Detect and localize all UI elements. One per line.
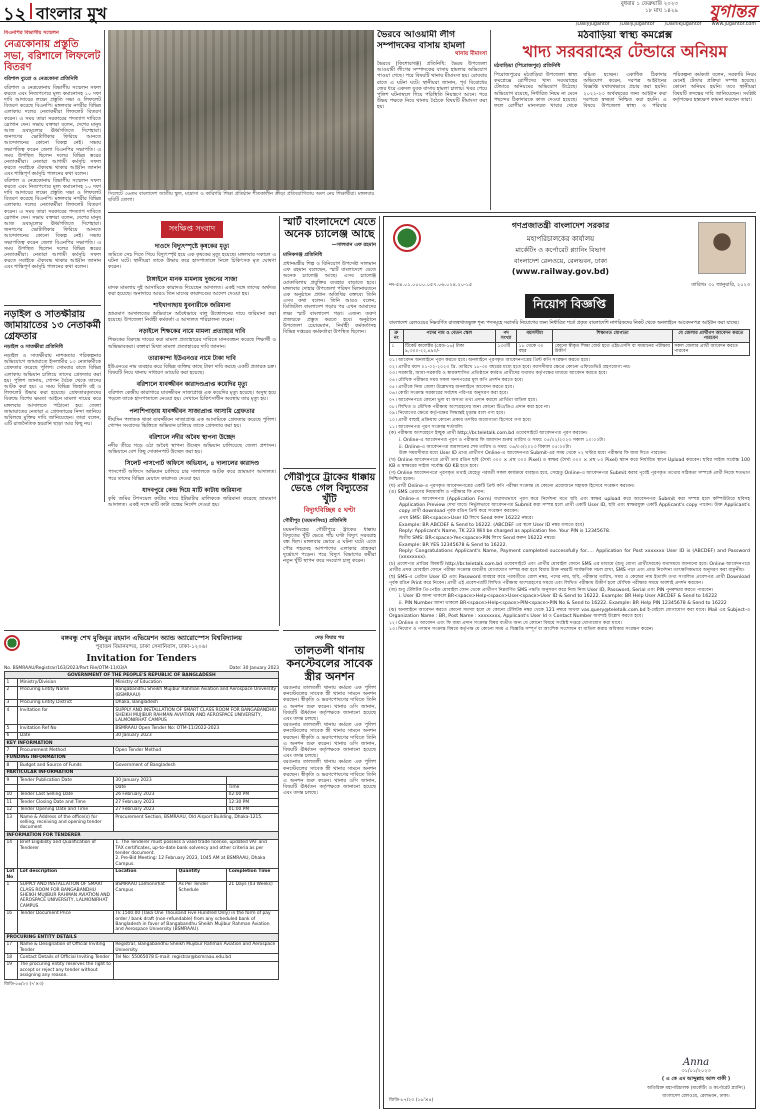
notice-term: (ছ) SMS-এ প্রেরিত User ID এবং Password ব্যবহার করে পরবর্তীতে রোল নম্বর, পদের নাম, ছবি, পরীক্ষার তারিখ, সময় ও কেন্দ্রের নাম ইত্যাদি তথ্য সংবলিত প্রবেশপত্র প্রার্থী Download পূর্বক রঙিন Print করে নিবেন। প্রার্থী এই প্রবেশপত্রটি লিখিত পরীক্ষায় অংশগ্রহণের সময়ে এবং লিখিত পরীক্ষায় উত্তীর্ণ হলে মৌখিক পরীক্ষার সময়ে অবশ্যই প্রদর্শন করবেন। (389, 574, 750, 587)
sports-photo (108, 30, 374, 190)
table-row (5, 799, 279, 806)
table-cell: ১৮ থেকে ৩০ বছর (517, 343, 553, 356)
brand-logo: যুগান্তর (709, 2, 756, 22)
brief-item-headline: যাদবপুরে কেন্দ্র দিয়ে মাটি কাটায় জরিমানা (142, 486, 242, 494)
table-cell: Registrar, Bangabandhu Sheikh Mujibur Rahman Aviation and Aerospace University (113, 941, 278, 954)
smart-headline: স্মার্ট বাংলাদেশে যেতে অনেক চ্যালেঞ্জ আছে (283, 216, 376, 240)
table-section-cell: INFORMATION FOR TENDERER (5, 832, 279, 839)
brief-news (108, 216, 276, 626)
notice-title: নিয়োগ বিজ্ঞপ্তি (525, 294, 614, 318)
table-row (5, 881, 279, 910)
table-cell: 27 February 2023 (113, 806, 226, 813)
section-title: বাংলার মুখ (36, 4, 107, 23)
table-cell: The procuring entity reserves the right to accept or reject any tender without assigning any reason. (18, 961, 114, 979)
table-row (5, 941, 279, 954)
photo-caption: সিলেটে ৩৬তম বাংলাদেশ জাতীয় স্কুল, মাদ্রাসা ও কারিগরি শিক্ষা প্রতিষ্ঠান শীতকালীন ক্রীড়া প্রতিযোগিতায় অংশ নেয় শিক্ষার্থীরা। মঙ্গলবার ছবিটি তোলা। (108, 192, 374, 203)
brief-item-headline: বরিশালে যাবজ্জীবন কারাদণ্ডপ্রাপ্ত কয়েদির মৃত্যু (136, 381, 248, 389)
notice-intro: বাংলাদেশ রেলওয়ের নিম্নবর্ণিত রাজস্বখাতভুক্ত শূন্য পদসমূহে সরাসরি নিয়োগের জন্য নির্ধারিত শর্তে প্রকৃত বাংলাদেশি নাগরিকদের নিকট থেকে অনলাইনে আবেদনপত্র আহ্বান করা যাচ্ছে। (389, 321, 739, 326)
brief-item-headline: দাওদে বিদ্যুৎস্পৃষ্টে কৃষকের মৃত্যু (154, 243, 230, 250)
brief-item-text: দীর্ঘদিন পলাতক থাকা যাবজ্জীবন সাজাপ্রাপ্ত এক আসামিকে গ্রেফতার করেছে পুলিশ। গোপন সংবাদের ভিত্তিতে অভিযান চালিয়ে তাকে গ্রেফতার করা হয়। (108, 416, 276, 429)
table-row (5, 686, 279, 699)
notice-term: ০৫। প্রার্থীকে নিজ জেলা উল্লেখসহ অনলাইনে আবেদন করতে হবে। (389, 384, 514, 390)
table-cell: Tel No: 55065078 E-mail: registrar@bsmraau.edu.bd (113, 954, 278, 961)
a1-kicker: বিএনপির বিভাগীয় সম্মেলন (4, 30, 59, 36)
table-cell: Invitation for (18, 707, 114, 725)
social-links (420, 22, 756, 27)
table-section-cell: KEY INFORMATION (5, 740, 279, 747)
table-header-cell: যে জেলার প্রার্থীগণ আবেদন করতে পারবেন (672, 330, 749, 343)
railway-notice (383, 216, 756, 1109)
table-cell: As Per Tender Schedule (177, 881, 227, 910)
table-cell: 14 (5, 839, 18, 868)
table-row (5, 806, 279, 813)
mathbaria-body: পিরোজপুরের মঠবাড়িয়া উপজেলা স্বাস্থ্য কমপ্লেক্সে রোগীদের খাদ্য সরবরাহের টেন্ডারে অনিয়মের অভিযোগ উঠেছে। অভিযোগ রয়েছে, নির্ধারিত নিয়ম না মেনে পছন্দের ঠিকাদারকে কাজ দেওয়া হয়েছে। ফলে রোগীরা মানসম্মত খাবার থেকে বঞ্চিত হচ্ছেন। একাধিক ঠিকাদার অভিযোগ করেন, দরপত্র আহ্বানের বিজ্ঞপ্তি যথাযথভাবে প্রচার করা হয়নি। ২০২২-২৩ অর্থবছরের জন্য আহ্বান করা দরপত্রে স্বচ্ছতা নিশ্চিত করা হয়নি। এ বিষয়ে উপজেলা স্বাস্থ্য ও পরিবার পরিকল্পনা কর্মকর্তা বলেন, সরকারি নিয়ম মেনেই টেন্ডার প্রক্রিয়া সম্পন্ন হয়েছে। কোনো অনিয়ম হয়নি। তবে স্থানীয়রা বিষয়টি তদন্তের দাবি জানিয়েছেন। সংশ্লিষ্ট কর্তৃপক্ষের হস্তক্ষেপ কামনা করছেন তারা। (494, 72, 756, 110)
table-header-cell: পদের নাম ও বেতন স্কেল (403, 330, 495, 343)
table-cell: Procuring Entity Name (18, 686, 114, 699)
notice-term: Online-এ আবেদনপত্র (Application Form) যথাযথভাবে পূরণ করে নির্দেশনা মতে ছবি এবং স্বাক্ষর upload করে আবেদনপত্র Submit করা সম্পন্ন হলে কম্পিউটারে ছবিসহ Application Preview দেখা যাবে। নির্ভুলভাবে আবেদনপত্র Submit করা সম্পন্ন হলে প্রার্থী একটি User ID, ছবি এবং স্বাক্ষরযুক্ত একটি Applicant's copy পাবেন। উক্ত Applicant's copy প্রার্থী download পূর্বক রঙিন প্রিন্ট করে সংরক্ষণ করবেন। (399, 497, 750, 515)
table-row (5, 791, 279, 798)
table-row (5, 679, 279, 686)
table-cell: Invitation Ref No (18, 725, 114, 732)
table-cell: 10 (5, 791, 18, 798)
table-cell: 1 (5, 679, 18, 686)
left-article-2 (4, 309, 101, 501)
a1-byline: বরিশাল ব্যুরো ও নেত্রকোনা প্রতিনিধি (4, 75, 78, 82)
table-cell (5, 784, 18, 791)
notice-term: (ঝ) অনলাইনে আবেদন করতে কোনো সমস্যা হলে যে কোনো টেলিটক নম্বর থেকে 121 নম্বরে অথবা vas.query@teletalk.com.bd ই-মেইলে যোগাযোগ করা যাবে। Mail এর Subject-এ Organization Name : BR, Post Name : xxxxxxxx, Applicant's User Id ও Contact Number অবশ্যই উল্লেখ করতে হবে। (389, 607, 750, 619)
table-cell: Bangabandhu Sheikh Mujibur Rahman Aviation and Aerospace University (BSMRAAU) (113, 686, 278, 699)
table-cell: 5 (5, 725, 18, 732)
social-fb-link[interactable]: /DailyJugantor (575, 22, 610, 27)
gouripur-body: ময়মনসিংহের গৌরীপুরে ট্রাকের ধাক্কায় বিদ্যুতের খুঁটি ভেঙে পাঁচ ঘণ্টা বিদ্যুৎ সরবরাহ বন্ধ ছিল। মঙ্গলবার ভোরে এ ঘটনা ঘটে। এতে পৌর শহরসহ আশপাশের এলাকার গ্রাহকরা দুর্ভোগে পড়েন। পরে বিদ্যুৎ বিভাগের কর্মীরা নতুন খুঁটি স্থাপন করে সংযোগ চালু করেন। (283, 527, 376, 565)
a2-body: নড়াইল ও সাতক্ষীরায় নাশকতার পরিকল্পনার অভিযোগে জামায়াতে ইসলামীর ১৩ নেতাকর্মীকে গ্রেফতার করেছে পুলিশ। সোমবার রাতে বিভিন্ন এলাকায় অভিযান চালিয়ে তাদের গ্রেফতার করা হয়। পুলিশ জানায়, গোপন বৈঠক থেকে তাদের আটক করা হয়। এ সময় বিভিন্ন জিহাদি বই ও লিফলেট উদ্ধার করা হয়েছে। গ্রেফতারকৃতদের বিরুদ্ধে বিশেষ ক্ষমতা আইনে মামলা দায়ের করে মঙ্গলবার আদালতে পাঠানো হয়। জেলা জামায়াতের নেতারা এ গ্রেফতারের নিন্দা জানিয়ে অবিলম্বে মুক্তির দাবি জানিয়েছেন। তারা বলেন, এটি রাজনৈতিক হয়রানি ছাড়া আর কিছু নয়। (4, 353, 101, 428)
notice-web[interactable]: (www.railway.gov.bd) (511, 267, 610, 276)
table-row (5, 868, 279, 881)
notice-term: ০২। প্রার্থীর বয়স ০১-০২-২০২৩ খ্রি. তারিখে ১৮-৩০ বছরের মধ্যে হতে হবে। বয়সসীমার ক্ষেত্রে কোনো এফিডেভিট গ্রহণযোগ্য নয়। (389, 364, 631, 370)
signature-block (647, 1057, 745, 1100)
table-cell: SUPPLY AND INSTALLATION OF SMART CLASS ROOM FOR BANGABANDHU SHEIKH MUJIBUR RAHMAN AVIATION AND AEROSPACE UNIVERSITY, LALMONIRHAT CAMPUS (113, 707, 278, 725)
smart-byline: —সালমান এফ রহমান (331, 242, 376, 248)
signer-org: বাংলাদেশ রেলওয়ে, রেলভবন, ঢাকা। (662, 1094, 730, 1099)
table-cell: 7 (5, 747, 18, 754)
left-divider (4, 305, 101, 306)
table-cell (18, 784, 114, 791)
notice-term: ii. PIN Number জানা থাকলে BR<space>Help<space>PIN<space>PIN No & Send to 16222. Example: BR Help PIN 12345678 & Send to 16222 (399, 601, 727, 607)
bd-gov-emblem-icon (393, 224, 421, 252)
table-row (5, 814, 279, 832)
website-link[interactable]: www.jugantor.com (711, 22, 756, 27)
notice-term: (খ) Online আবেদনপত্রে প্রার্থী তার রঙিন ছবি (দৈর্ঘ্য ৩০০ × প্রস্থ ৩০০ Pixel) ও স্বাক্ষর (দৈর্ঘ্য ৩০০ × প্রস্থ ৮০ Pixel) স্ক্যান করে নির্ধারিত স্থানে Upload করবেন। ছবির সাইজ সর্বোচ্চ 100 KB ও স্বাক্ষরের সাইজ সর্বোচ্চ 60 KB হতে হবে। (389, 458, 750, 470)
masthead-date (621, 1, 678, 15)
table-cell: Tk 1500.00 (Taka One Thousand Five Hundred Only) in the form of pay order / bank draft (non-refundable) from any scheduled bank of Bangladesh in favor of Bangabandhu Sheikh Mujibur Rahman Aviation and Aerospace University (BSMRAAU). (113, 910, 278, 934)
table-cell: Location (113, 868, 176, 881)
table-cell: 8 (5, 762, 18, 769)
notice-post-table (389, 329, 750, 356)
social-yt-link[interactable]: /DainikJugantor (664, 22, 702, 27)
notice-ref: নং-৫৪.০১.০০০০.০৫৭.০৬.০২৪.২০-১৫ (389, 282, 473, 288)
smart-place: মানিকগঞ্জ প্রতিনিধি (283, 252, 322, 258)
taltali-headline: তালতলী থানায় কনস্টেবলের সাবেক স্ত্রীর অনশন (286, 644, 373, 683)
table-cell: 30 January 2023 (113, 732, 278, 739)
sign-date: ৩১/০১/২০২৩ (681, 1068, 711, 1074)
univ-campus: পুরাতন বিমানবন্দর, ঢাকা সেনানিবাস, ঢাকা-১২০৬। (95, 644, 208, 650)
table-cell: Lot No (5, 868, 18, 881)
table-cell: 13 (5, 814, 18, 832)
table-cell (227, 777, 279, 784)
table-cell: Budget and Source of Funds (18, 762, 114, 769)
page-number: ১২ (3, 4, 27, 25)
a1-body: বরিশাল ও নেত্রকোনায় বিভাগীয় সম্মেলন সফল করতে এবং নিত্যপণ্যের মূল্য কমানোসহ ১০ দফা দাবি আদায়ের লক্ষ্যে প্রস্তুতি সভা ও লিফলেট বিতরণ করেছে বিএনপি। মঙ্গলবার নগরীর বিভিন্ন এলাকায় দলের নেতাকর্মীরা লিফলেট বিতরণ করেন। এ সময় তারা সরকারের পদত্যাগ দাবিতে স্লোগান দেন। সভায় বক্তারা বলেন, দেশের মানুষ আজ দ্রব্যমূল্যের ঊর্ধ্বগতিতে দিশেহারা। জনগণের ভোটাধিকার ফিরিয়ে আনতে আন্দোলনের কোনো বিকল্প নেই। সভায় সভাপতিত্ব করেন জেলা বিএনপির সভাপতি। এ সময় উপস্থিত ছিলেন দলের বিভিন্ন স্তরের নেতাকর্মীরা। নেতারা আগামী কর্মসূচি সফল করতে সবাইকে ঐক্যবদ্ধ থাকার আহ্বান জানান এবং শান্তিপূর্ণ কর্মসূচি পালনের কথা বলেন। (4, 84, 101, 178)
notice-term: Reply: Congratulations Applicant's Name, Payment completed successfully for..... Application for Post xxxxxxx User ID is (ABCDEF) and Password (xxxxxxxx). (399, 549, 750, 561)
table-header-cell: পদ সংখ্যা (495, 330, 516, 343)
table-cell: Date (113, 784, 226, 791)
notice-term: প্রথম SMS: BR<space>User ID লিখে Send করুন 16222 নম্বরে। (399, 515, 534, 521)
a2-byline: নড়াইল ও সাতক্ষীরা প্রতিনিধি (4, 344, 63, 350)
brief-item-text: কৃষি জমির টপসয়েল কাটার দায়ে ইটভাটার মালিককে জরিমানা করেছে ভ্রাম্যমাণ আদালত। একই সঙ্গে মাটি কাটা বন্ধের নির্দেশ দেওয়া হয়। (108, 495, 276, 509)
notice-term: ১২। Online এ আবেদন এবং ফি জমা প্রদান সংক্রান্ত বিষয় ব্যতীত অন্য যে কোনো বিষয়ে সংশ্লিষ্ট দপ্তরে যোগাযোগ করা যাবে। (389, 620, 623, 626)
table-section-row (5, 740, 279, 747)
table-cell: 12:30 PM (227, 799, 279, 806)
notice-term: ০৩। সরকারি, আধা-সরকারি ও স্বায়ত্তশাসিত প্রতিষ্ঠানে কর্মরত প্রার্থীদের যথাযথ কর্তৃপক্ষের মাধ্যমে আবেদন করতে হবে। (389, 371, 608, 377)
brief-title: সংক্ষিপ্ত সংবাদ (161, 221, 223, 238)
brief-item-headline: বরিশালে নদীর অবৈধ স্থাপনা উচ্ছেদ (148, 434, 236, 442)
eligibility-line: 2. Pre-Bid Meeting: 12 February 2023, 1045 AM at BSMRAAU, Dhaka Campus. (115, 856, 266, 867)
mathbaria-byline: মঠবাড়িয়া (পিরোজপুর) প্রতিনিধি (494, 63, 561, 69)
brief-item-text: জমিতে সেচ দিতে গিয়ে বিদ্যুৎস্পৃষ্ট হয়ে এক কৃষকের মৃত্যু হয়েছে। মঙ্গলবার সকালে এ ঘটনা ঘটে। স্থানীয়রা তাকে উদ্ধার করে হাসপাতালে নিলে চিকিৎসক মৃত ঘোষণা করেন। (108, 252, 276, 271)
univ-name: বঙ্গবন্ধু শেখ মুজিবুর রহমান এভিয়েশন অ্যান্ড অ্যারোস্পেস বিশ্ববিদ্যালয় (61, 634, 242, 642)
table-row (5, 910, 279, 934)
table-cell: Government of Bangladesh (113, 762, 278, 769)
table-cell: 26 February 2023 (113, 791, 226, 798)
tender-title: Invitation for Tenders (86, 654, 197, 664)
table-cell: Name & Address of the office(s) for selling, receiving and opening tender document (18, 814, 114, 832)
taltali-article (283, 630, 376, 1108)
brief-item-text: মাদক মামলায় দুই আসামিকে কারাদণ্ড দিয়েছেন আদালত। একই সঙ্গে তাদের অর্থদণ্ড করা হয়েছে। অনাদায়ে আরও তিন মাসের কারাদণ্ডের আদেশ দেওয়া হয়। (108, 284, 276, 297)
notice-term: Reply: Applicant's Name, TK 223 Will be charged as application fee. Your PIN is 12345678. (399, 529, 611, 535)
table-row (5, 699, 279, 706)
table-cell: Procurement Section, BSMRAAU, Old Airport Building, Dhaka-1215. (113, 814, 278, 832)
rule-mid-top (490, 30, 491, 210)
bhairab-headline: ভৈরবে আওয়ামী লীগ সম্পাদকের বাসায় হামলা (377, 30, 465, 51)
notice-term: Example: BR YES 12345678 & Send to 16222. (399, 542, 508, 548)
notice-term: ১০। প্রার্থী বাছাই প্রক্রিয়ায় কোনো প্রকার তদবির অযোগ্যতা হিসেবে গণ্য হবে। (389, 418, 532, 424)
table-cell: Procurement Method (18, 747, 114, 754)
table-cell: 19 (5, 961, 18, 979)
table-section-cell: PARTICULAR INFORMATION (5, 769, 279, 776)
table-cell: Open Tender Method (113, 747, 278, 754)
bhairab-article (377, 30, 487, 208)
smart-body: প্রধানমন্ত্রীর শিল্প ও বিনিয়োগ উপদেষ্টা সালমান এফ রহমান বলেছেন, স্মার্ট বাংলাদেশে যেতে অনেক চ্যালেঞ্জ আছে। এসব চ্যালেঞ্জ মোকাবিলায় প্রযুক্তির ব্যবহার বাড়াতে হবে। মঙ্গলবার দোহার উপজেলা পরিষদ মিলনায়তনে এক অনুষ্ঠানে প্রধান অতিথির বক্তব্যে তিনি এসব কথা বলেন। তিনি আরও বলেন, ডিজিটাল বাংলাদেশ গড়ার পর এখন আমাদের লক্ষ্য স্মার্ট বাংলাদেশ গড়া। এজন্য তরুণ প্রজন্মকে প্রস্তুত করতে হবে। অনুষ্ঠানে উপজেলা চেয়ারম্যান, নির্বাহী কর্মকর্তাসহ বিভিন্ন দপ্তরের কর্মকর্তারা উপস্থিত ছিলেন। (283, 261, 376, 336)
table-cell: 2 (5, 686, 18, 699)
bhairab-sub: থানায় মীমাংসা (454, 51, 487, 57)
mathbaria-article (494, 30, 756, 210)
taltali-body: বরগুনার তালতলী থানায় কর্মরত এক পুলিশ কনস্টেবলের সাবেক স্ত্রী থানার সামনে অনশন করছেন। স্বীকৃতি ও ভরণপোষণের দাবিতে তিনি এ অনশন শুরু করেন। থানার ওসি জানান, বিষয়টি ঊর্ধ্বতন কর্তৃপক্ষকে জানানো হয়েছে এবং তদন্ত চলছে। (283, 685, 376, 723)
table-cell (113, 839, 278, 868)
table-cell: ১ (390, 343, 404, 356)
table-cell: Tender Opening Date and Time (18, 806, 114, 813)
table-row (5, 784, 279, 791)
notice-term: ০৬। কোটা সংক্রান্ত সরকারের সর্বশেষ পরিপত্র অনুসরণ করা হবে। (389, 391, 509, 397)
tender-ref: No. BSMRAAU/Registrar/163/2023/Part File/OTM-11/03/A (4, 666, 128, 671)
table-cell: Procuring Entity District (18, 699, 114, 706)
taltali-body-cont-2: বরগুনার তালতলী থানায় কর্মরত এক পুলিশ কনস্টেবলের সাবেক স্ত্রী থানার সামনে অনশন করছেন। স্বীকৃতি ও ভরণপোষণের দাবিতে তিনি এ অনশন শুরু করেন। থানার ওসি জানান, বিষয়টি ঊর্ধ্বতন কর্তৃপক্ষকে জানানো হয়েছে এবং তদন্ত চলছে। (283, 759, 376, 797)
table-cell: 6 (5, 732, 18, 739)
table-cell: Completion Time (227, 868, 279, 881)
tender-gov-row: GOVERNMENT OF THE PEOPLE'S REPUBLIC OF BANGLADESH (5, 672, 279, 679)
table-header-cell: বয়সসীমা (517, 330, 553, 343)
notice-term: ০৮। লিখিত ও মৌখিক পরীক্ষায় অংশগ্রহণের জন্য কোনো টিএ/ডিএ প্রদান করা হবে না। (389, 404, 551, 410)
notice-dept: মার্কেটিং ও কর্পোরেট প্ল্যানিং বিভাগ (515, 246, 606, 254)
table-row (5, 762, 279, 769)
notice-term: (ক) পরীক্ষায় অংশগ্রহণে ইচ্ছুক প্রার্থী http://br.teletalk.com.bd ওয়েবসাইটে আবেদনপত্র পূরণ করবেন। (389, 431, 588, 437)
table-cell: BSMRAAU Lalmonirhat Campus (113, 881, 176, 910)
signature-mark: Anna (682, 1057, 710, 1068)
taltali-body-cont: বরগুনার তালতলী থানায় কর্মরত এক পুলিশ কনস্টেবলের সাবেক স্ত্রী থানার সামনে অনশন করছেন। স্বীকৃতি ও ভরণপোষণের দাবিতে তিনি এ অনশন শুরু করেন। থানার ওসি জানান, বিষয়টি ঊর্ধ্বতন কর্তৃপক্ষকে জানানো হয়েছে এবং তদন্ত চলছে। (283, 722, 376, 760)
notice-footer: জিডি-৮৭/২৩ (১৬'×৪) (389, 1098, 434, 1103)
masthead-divider (30, 3, 32, 19)
table-cell: Dhaka, Bangladesh (113, 699, 278, 706)
table-cell: সকল জেলার প্রার্থী আবেদন করতে পারবেন (672, 343, 749, 356)
table-cell: 3 (5, 699, 18, 706)
table-row (5, 961, 279, 979)
date-line-2: ১৮ মাঘ ১৪২৯ (645, 8, 678, 14)
table-section-row (5, 769, 279, 776)
photo-block (108, 30, 374, 210)
table-cell: 4 (5, 707, 18, 725)
table-cell: BSMRAAU Open Tender No: OTM-11/2022-2023 (113, 725, 278, 732)
social-tw-link[interactable]: /Daily.Jugantor (619, 22, 655, 27)
brief-item-headline: সিলেট পাসপোর্ট অফিসে অভিযান, ৪ দালালের কারাদণ্ড (124, 460, 260, 468)
table-cell: Quantity (177, 868, 227, 881)
notice-term: i. User ID জানা থাকলে BR<space>Help<space>User<space>User ID & Send to 16222. Example: BR Help User ABCDEF & Send to 16222 (399, 594, 718, 600)
brief-item-text: বরিশাল কেন্দ্রীয় কারাগারে যাবজ্জীবন সাজাপ্রাপ্ত এক কয়েদির মৃত্যু হয়েছে। অসুস্থ হয়ে পড়লে তাকে হাসপাতালে নেওয়া হয়। সেখানে চিকিৎসাধীন অবস্থায় তার মৃত্যু হয়। (108, 390, 276, 403)
bhairab-body: ভৈরবে (কিশোরগঞ্জ) প্রতিনিধি: ভৈরব উপজেলা আওয়ামী লীগের সম্পাদকের বাসায় হামলার অভিযোগ পাওয়া গেছে। পরে বিষয়টি থানায় মীমাংসা হয়। রোববার রাতে এ ঘটনা ঘটে। স্থানীয়রা জানান, পূর্ব বিরোধের জের ধরে একদল যুবক বাসায় হামলা চালায়। খবর পেয়ে পুলিশ ঘটনাস্থলে গিয়ে পরিস্থিতি নিয়ন্ত্রণে আনে। পরে উভয় পক্ষকে নিয়ে থানায় বৈঠকে বিষয়টি মীমাংসা করা হয়। (377, 61, 487, 111)
table-cell: Tender Closing Date and Time (18, 799, 114, 806)
brief-item-headline: তারাকান্দা ইউএনওর নামে টাকা দাবি (148, 354, 236, 362)
brief-item-text: ভ্রাম্যমাণ আদালতের অভিযানে অবৈধভাবে বালু উত্তোলনের দায়ে জরিমানা করা হয়েছে। উপজেলা নির্বাহী কর্মকর্তা এ আদালত পরিচালনা করেন। (108, 311, 276, 324)
tender-notice (4, 630, 279, 1108)
table-cell: 02:00 PM (227, 791, 279, 798)
mathbaria-kicker: মঠবাড়িয়া স্বাস্থ্য কমপ্লেক্স (577, 30, 673, 41)
notice-terms (389, 358, 750, 634)
brief-item-headline: নড়াইলে শিক্ষকের নামে মামলা প্রত্যাহার দাবি (138, 328, 246, 336)
table-cell: ১৩৩টি (495, 343, 516, 356)
smart-divider (283, 468, 376, 469)
table-cell: 21 Days (03 Weeks) (227, 881, 279, 910)
signer-name: ( এ কে এম আব্দুল্লাহ আল বাকী ) (661, 1076, 731, 1082)
table-cell: 18 (5, 954, 18, 961)
table-cell: Ministry/Division (18, 679, 114, 686)
notice-term: ১৩। নিয়োগ ও পদায়ন সংক্রান্ত বিষয়ে কর্তৃপক্ষ যে কোনো সময় এ বিজ্ঞপ্তি সম্পূর্ণ বা আংশিক সংশোধন বা বাতিল করার অধিকার সংরক্ষণ করেন। (389, 627, 654, 633)
table-row (5, 725, 279, 732)
rule-brief (279, 216, 280, 626)
notice-term: i. Online-এ আবেদনপত্র পূরণ ও পরীক্ষার ফি জমাদান শুরুর তারিখ ও সময়: ০৫/০২/২০২৩ সকাল ১০:০০টা। (399, 438, 605, 444)
brief-item-text: পাসপোর্ট অফিসে অভিযান চালিয়ে চার দালালকে আটক করে ভ্রাম্যমাণ আদালত। পরে তাদের বিভিন্ন মেয়াদে কারাদণ্ড দেওয়া হয়। (108, 469, 276, 482)
table-cell: 16 (5, 910, 18, 934)
notice-term: (গ) Online আবেদনপত্রে পূরণকৃত তথ্যই যেহেতু পরবর্তী সকল কার্যক্রমে ব্যবহৃত হবে, সেহেতু Online-এ আবেদনপত্র Submit করার পূর্বেই পূরণকৃত তথ্যের সঠিকতা সম্পর্কে প্রার্থী নিজে শতভাগ নিশ্চিত হবেন। (389, 470, 750, 483)
table-cell: 9 (5, 777, 18, 784)
date-line-1: বুধবার ১ ফেব্রুয়ারি ২০২৩ (620, 1, 678, 7)
table-cell (113, 961, 278, 979)
table-cell: Lot description (18, 868, 114, 881)
table-row (5, 747, 279, 754)
table-row (5, 732, 279, 739)
rule-center (379, 216, 380, 1109)
table-cell: Ministry of Education (113, 679, 278, 686)
table-cell: Name & Designation of Official Inviting Tender (18, 941, 114, 954)
mujib-portrait (698, 222, 746, 274)
tender-date: Date: 30 January 2023 (229, 666, 279, 671)
signer-title: অতিরিক্ত মহাপরিচালক (মার্কেটিং ও কর্পোরেট প্ল্যানিং) (647, 1086, 745, 1091)
table-cell: Time (227, 784, 279, 791)
table-row (5, 707, 279, 725)
table-cell: 27 February 2023 (113, 799, 226, 806)
notice-term: ii. Online-এ আবেদনপত্র জমাদানের শেষ তারিখ ও সময়: ০৬/০৩/২০২৩ বিকাল ০৫:০০টা। (399, 444, 572, 450)
brief-item-headline: টাঙ্গাইলে মানক মামলায় দুজনের সাজা (146, 275, 238, 283)
brief-item-text: শিক্ষকের বিরুদ্ধে দায়ের করা মামলা প্রত্যাহারের দাবিতে মানববন্ধন করেছে শিক্ষার্থী ও অভিভাবকরা। বক্তারা মিথ্যা মামলা প্রত্যাহারের দাবি জানান। (108, 337, 276, 350)
tender-table (4, 671, 279, 980)
table-cell: SUPPLY AND INSTALLATION OF SMART CLASS ROOM FOR BANGABANDHU SHEIKH MUJIBUR RAHMAN AVIATION AND AEROSPACE UNIVERSITY, LALMONIRHAT CAMPUS (18, 881, 114, 910)
brief-item-headline: পলাশিপাড়ায় যাবজ্জীবন সাজাপ্রাপ্ত আসামি গ্রেফতার (129, 407, 255, 415)
table-cell: Date (18, 732, 114, 739)
table-cell: 11 (5, 799, 18, 806)
table-cell: 01:00 PM (227, 806, 279, 813)
brief-item-text: নদীর তীরে গড়ে ওঠা অবৈধ স্থাপনা উচ্ছেদ অভিযান চালিয়েছে জেলা প্রশাসন। অভিযানে বেশ কিছু দোকানপাট উচ্ছেদ করা হয়। (108, 443, 276, 456)
gouripur-sub: বিদ্যুৎবিচ্ছিন্ন ৫ ঘণ্টা (303, 506, 356, 514)
notice-term: ০৯। নিয়োগের ক্ষেত্রে কর্তৃপক্ষের সিদ্ধান্তই চূড়ান্ত বলে গণ্য হবে। (389, 411, 505, 417)
table-cell: 1 (5, 881, 18, 910)
table-row (5, 839, 279, 868)
table-section-row (5, 934, 279, 941)
table-section-row (5, 832, 279, 839)
notice-term: (ঙ) SMS প্রেরণের নিয়মাবলি ও পরীক্ষার ফি প্রদান: (389, 490, 485, 496)
rule-left (104, 30, 105, 502)
gouripur-article (283, 472, 376, 626)
table-cell: Contact Details of Official Inviting Tender (18, 954, 114, 961)
a1-body-cont: বরিশাল ও নেত্রকোনায় বিভাগীয় সম্মেলন সফল করতে এবং নিত্যপণ্যের মূল্য কমানোসহ ১০ দফা দাবি আদায়ের লক্ষ্যে প্রস্তুতি সভা ও লিফলেট বিতরণ করেছে বিএনপি। মঙ্গলবার নগরীর বিভিন্ন এলাকায় দলের নেতাকর্মীরা লিফলেট বিতরণ করেন। এ সময় তারা সরকারের পদত্যাগ দাবিতে স্লোগান দেন। সভায় বক্তারা বলেন, দেশের মানুষ আজ দ্রব্যমূল্যের ঊর্ধ্বগতিতে দিশেহারা। জনগণের ভোটাধিকার ফিরিয়ে আনতে আন্দোলনের কোনো বিকল্প নেই। সভায় সভাপতিত্ব করেন জেলা বিএনপির সভাপতি। এ সময় উপস্থিত ছিলেন দলের বিভিন্ন স্তরের নেতাকর্মীরা। নেতারা আগামী কর্মসূচি সফল করতে সবাইকে ঐক্যবদ্ধ থাকার আহ্বান জানান এবং শান্তিপূর্ণ কর্মসূচি পালনের কথা বলেন। (4, 177, 101, 271)
table-cell: Tender Publication Date (18, 777, 114, 784)
notice-term: ১১। আবেদনপত্র পূরণ সংক্রান্ত শর্তাবলি: (389, 424, 464, 430)
table-cell: 17 (5, 941, 18, 954)
notice-term: ০৪। মৌখিক পরীক্ষার সময় সকল সনদপত্রের মূল কপি প্রদর্শন করতে হবে। (389, 377, 524, 383)
table-header-cell: ক্র নং (390, 330, 404, 343)
notice-term: ০১। আবেদন অনলাইনে পূরণ করতে হবে। অনলাইনে পূরণকৃত আবেদনপত্রের প্রিন্ট কপি সংরক্ষণ করতে হবে। (389, 357, 590, 363)
notice-gov: গণপ্রজাতন্ত্রী বাংলাদেশ সরকার (511, 221, 610, 230)
notice-term: (জ) শুধু টেলিটক প্রি-পেইড মোবাইল ফোন থেকে প্রার্থীগণ নিম্নবর্ণিত SMS পদ্ধতি অনুসরণ করে নিজ নিজ User ID, Password, Serial এবং PIN পুনরুদ্ধার করতে পারবেন। (389, 587, 714, 593)
notice-office: মহাপরিচালকের কার্যালয় (526, 235, 595, 243)
university-emblem-icon (4, 635, 20, 651)
mathbaria-headline: খাদ্য সরবরাহের টেন্ডারে অনিয়ম (522, 42, 728, 61)
table-cell: 12 (5, 806, 18, 813)
taltali-kicker: দেড় বিঘার পর (314, 635, 345, 641)
table-section-row (5, 754, 279, 761)
table-section-cell: FUNDING INFORMATION (5, 754, 279, 761)
table-cell: Tender Document Price (18, 910, 114, 934)
table-row (5, 777, 279, 784)
table-cell: Brief Eligibility and Qualification of Tenderer (18, 839, 114, 868)
notice-term: উক্ত সময়সীমার মধ্যে User ID প্রাপ্ত প্রার্থীগণ Online-এ আবেদনপত্র Submit-এর সময় থেকে ৭২ ঘণ্টার মধ্যে পরীক্ষার ফি জমা দিতে পারবেন। (399, 451, 667, 457)
table-cell: Tender Last Selling Date (18, 791, 114, 798)
brief-item-headline: শাইখাগাছায় যুবনারীকে জরিমানা (153, 302, 231, 310)
table-cell: টিকেট কালেক্টর (গ্রেড-১৬) টাকা ৯,৩০০-২২,৪৯০/- (403, 343, 495, 356)
a2-headline: নড়াইল ও সাতক্ষীরায় জামায়াতের ১৩ নেতাকর্মী গ্রেফতার (4, 309, 101, 342)
eligibility-line: 1. The Tenderer must possess a valid trade license, updated VAT and TAX certificates, up-to-date bank solvency and other criteria as per tender document. (115, 840, 267, 857)
brief-list (108, 241, 276, 508)
notice-term: (ঘ) প্রার্থী Online-এ পূরণকৃত আবেদনপত্রের একটি প্রিন্ট কপি পরীক্ষা সংক্রান্ত যে কোনো প্রয়োজনে সহায়ক হিসেবে সংরক্ষণ করবেন। (389, 483, 635, 489)
table-header-cell: শিক্ষাগত যোগ্যতা (553, 330, 672, 343)
notice-term: Example: BR ABCDEF & Send to 16222. (ABCDEF এর স্থলে User ID নম্বর বসাতে হবে) (399, 522, 585, 528)
notice-org: বাংলাদেশ রেলওয়ে, রেলভবন, ঢাকা (514, 257, 607, 265)
notice-term: দ্বিতীয় SMS: BR<space>Yes<space>PIN লিখে Send করুন 16222 নম্বরে। (399, 536, 556, 542)
a1-headline: নেত্রকোনায় প্রস্তুতি সভা, বরিশালে লিফলেট বিতরণ (4, 39, 101, 73)
gouripur-headline: গৌরীপুরে ট্রাকের ধাক্কায় ভেঙে গেল বিদ্যুতের খুঁটি (283, 472, 376, 505)
table-section-cell: PROCURING ENTITY DETAILS (5, 934, 279, 941)
brief-item-text: ইউএনওর নাম ব্যবহার করে বিভিন্ন ব্যক্তির কাছে টাকা দাবি করছে একটি প্রতারক চক্র। বিষয়টি নিয়ে থানায় সাধারণ ডায়েরি করা হয়েছে। (108, 363, 276, 377)
row-divider (108, 212, 756, 213)
notice-term: ০৭। আবেদনপত্রে কোনো ভুল বা অসত্য তথ্য প্রদান করলে প্রার্থিতা বাতিল হবে। (389, 397, 537, 403)
table-cell: 30 January 2023 (113, 777, 226, 784)
table-row (5, 954, 279, 961)
table-cell: কোনো স্বীকৃত শিক্ষা বোর্ড হতে এইচএসসি বা সমমানের পরীক্ষায় উত্তীর্ণ (553, 343, 672, 356)
notice-date: তারিখঃ ৩১ জানুয়ারি, ২০২৩ (691, 282, 750, 288)
notice-term: (চ) প্রবেশপত্র প্রাপ্তির বিষয়টি http://br.teletalk.com.bd ওয়েবসাইটে এবং প্রার্থীর মোবাইল ফোনে SMS এর মাধ্যমে (শুধু যোগ্য প্রার্থীদেরকে) যথাসময়ে জানানো হবে। Online আবেদনপত্রে প্রার্থীর প্রদত্ত মোবাইল ফোনে পরীক্ষা সংক্রান্ত যাবতীয় যোগাযোগ সম্পন্ন করা হবে বিধায় উক্ত নম্বরটি সার্বক্ষণিক সচল রাখা, SMS পড়া এবং প্রাপ্ত নির্দেশনা তাৎক্ষণিকভাবে অনুসরণ করা বাঞ্ছনীয়। (389, 562, 750, 574)
smart-article (283, 216, 376, 466)
gouripur-place: গৌরীপুর (ময়মনসিংহ) প্রতিনিধি (283, 518, 347, 524)
tender-footer: জিডি-৫৬/২৩ (৭'×৩) (4, 982, 44, 988)
